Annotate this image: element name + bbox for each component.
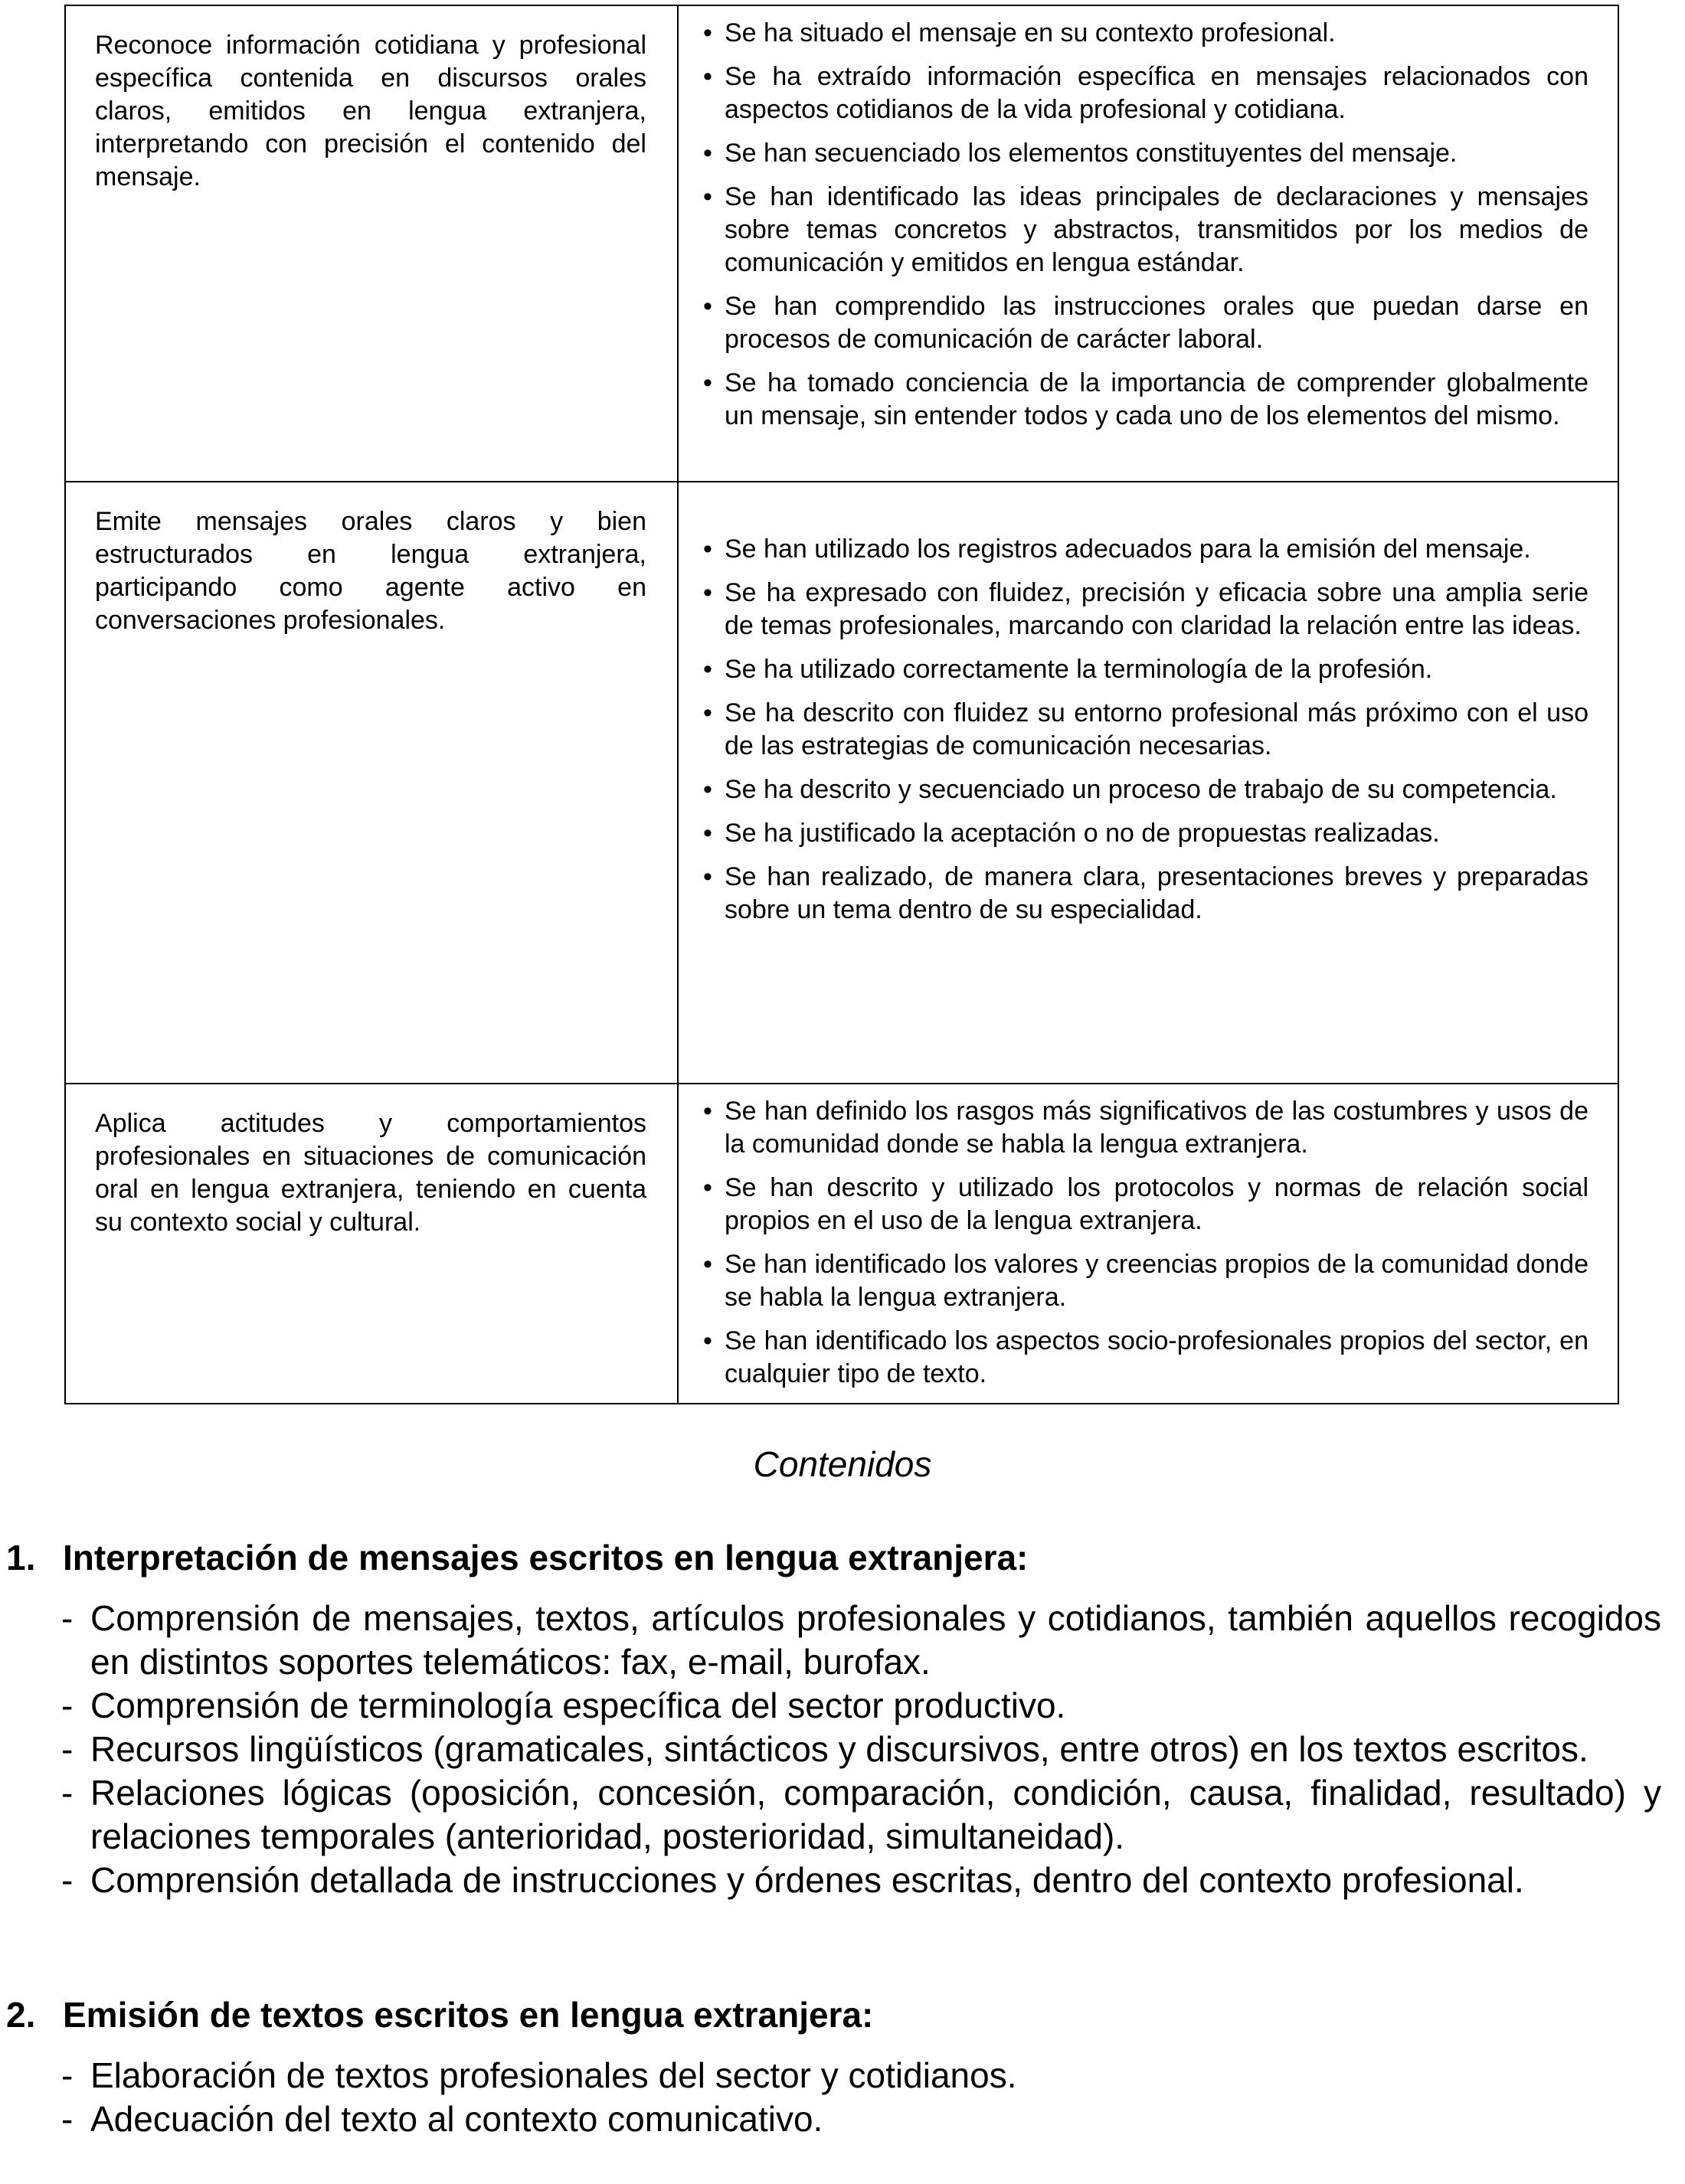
learning-result: Reconoce información cotidiana y profesional específica contenida en discursos orales claros, emitidos en lengua extranjera, interpretando con precisión el contenido del mensaje. (65, 5, 678, 482)
bullet-icon: • (703, 775, 712, 804)
content-item (0, 1728, 1661, 1771)
content-item (0, 2097, 1661, 2141)
content-text: Recursos lingüísticos (gramaticales, sintácticos y discursivos, entre otros) en los textos escritos. (90, 1729, 1588, 1769)
criterion-item (703, 290, 1588, 356)
criterion-text: Se ha extraído información específica en mensajes relacionados con aspectos cotidianos de la vida profesional y cotidiana. (725, 62, 1588, 124)
table-row (65, 1084, 1618, 1404)
content-section (0, 1536, 1661, 1902)
criterion-item (703, 137, 1588, 170)
dash-marker: - (61, 1598, 74, 1638)
criterion-item (703, 1172, 1588, 1237)
section-heading (0, 1536, 1661, 1580)
content-text: Comprensión de terminología específica del sector productivo. (90, 1685, 1066, 1725)
criterion-item (703, 367, 1588, 433)
criterion-item (703, 861, 1588, 927)
criterion-text: Se han secuenciado los elementos constituyentes del mensaje. (725, 139, 1458, 168)
criterion-text: Se han realizado, de manera clara, presentaciones breves y preparadas sobre un tema dentro de su especialidad. (725, 862, 1588, 924)
criterion-text: Se han identificado los valores y creencias propios de la comunidad donde se habla la lengua extranjera. (725, 1250, 1588, 1312)
criterion-text: Se ha tomado conciencia de la importancia de comprender globalmente un mensaje, sin entender todos y cada uno de los elementos del mismo. (725, 368, 1588, 430)
bullet-icon: • (703, 578, 712, 607)
criterion-text: Se ha descrito y secuenciado un proceso de trabajo de su competencia. (725, 775, 1557, 804)
criterion-text: Se ha descrito con fluidez su entorno profesional más próximo con el uso de las estrategias de comunicación necesarias. (725, 698, 1588, 760)
content-item (0, 1771, 1661, 1859)
table-row (65, 5, 1618, 482)
criterion-item (703, 17, 1588, 50)
bullet-icon: • (703, 862, 712, 891)
bullet-icon: • (703, 139, 712, 168)
bullet-icon: • (703, 292, 712, 321)
content-item (0, 1597, 1661, 1684)
criterion-text: Se han identificado las ideas principales de declaraciones y mensajes sobre temas concretos y abstractos, transmitidos por los medios de comunicación y emitidos en lengua estándar. (725, 182, 1588, 277)
criterion-text: Se ha justificado la aceptación o no de propuestas realizadas. (725, 819, 1440, 848)
criterion-item (703, 60, 1588, 126)
dash-marker: - (61, 1773, 74, 1813)
section-title: Emisión de textos escritos en lengua extranjera: (63, 1995, 874, 2035)
criterion-text: Se han descrito y utilizado los protocolos y normas de relación social propios en el uso de la lengua extranjera. (725, 1173, 1588, 1235)
bullet-icon: • (703, 62, 712, 91)
criterion-item (703, 577, 1588, 642)
bullet-icon: • (703, 1250, 712, 1279)
criterion-item (703, 1325, 1588, 1391)
criterion-item (703, 1248, 1588, 1314)
criterion-text: Se ha utilizado correctamente la terminología de la profesión. (725, 655, 1433, 684)
criteria-cell (678, 482, 1618, 1084)
criterion-item (703, 1095, 1588, 1161)
criterion-item (703, 181, 1588, 280)
bullet-icon: • (703, 182, 712, 211)
content-item (0, 1684, 1661, 1728)
criterion-item (703, 533, 1588, 566)
criterion-text: Se han utilizado los registros adecuados para la emisión del mensaje. (725, 535, 1531, 564)
bullet-icon: • (703, 698, 712, 727)
learning-result: Emite mensajes orales claros y bien estructurados en lengua extranjera, participando como agente activo en conversaciones profesionales. (65, 482, 678, 1084)
criteria-table (64, 5, 1619, 1404)
criterion-item (703, 653, 1588, 686)
content-text: Relaciones lógicas (oposición, concesión, comparación, condición, causa, finalidad, resultado) y relaciones temporales (anterioridad, posterioridad, simultaneidad). (90, 1773, 1661, 1856)
criterion-item (703, 697, 1588, 763)
bullet-icon: • (703, 819, 712, 848)
bullet-icon: • (703, 535, 712, 564)
contenidos-title: Contenidos (753, 1444, 932, 1484)
criterion-item (703, 773, 1588, 806)
section-title: Interpretación de mensajes escritos en lengua extranjera: (63, 1538, 1029, 1578)
bullet-icon: • (703, 1097, 712, 1126)
dash-marker: - (61, 1729, 74, 1769)
bullet-icon: • (703, 1326, 712, 1355)
content-text: Elaboración de textos profesionales del sector y cotidianos. (90, 2055, 1017, 2095)
criterion-text: Se ha expresado con fluidez, precisión y eficacia sobre una amplia serie de temas profesionales, marcando con claridad la relación entre las ideas. (725, 578, 1588, 640)
section-heading (0, 1993, 1661, 2037)
content-text: Comprensión detallada de instrucciones y órdenes escritas, dentro del contexto profesional. (90, 1860, 1524, 1900)
dash-marker: - (61, 2099, 74, 2139)
criteria-cell (678, 1084, 1618, 1404)
section-number: 2. (6, 1995, 36, 2035)
criterion-text: Se han identificado los aspectos socio-profesionales propios del sector, en cualquier tipo de texto. (725, 1326, 1588, 1388)
content-item (0, 1859, 1661, 1902)
bullet-icon: • (703, 655, 712, 684)
bullet-icon: • (703, 1173, 712, 1202)
table-row (65, 482, 1618, 1084)
criterion-text: Se ha situado el mensaje en su contexto profesional. (725, 18, 1336, 47)
content-section (0, 1993, 1661, 2141)
criteria-cell (678, 5, 1618, 482)
dash-marker: - (61, 1860, 74, 1900)
content-text: Adecuación del texto al contexto comunicativo. (90, 2099, 823, 2139)
content-item (0, 2054, 1661, 2097)
content-text: Comprensión de mensajes, textos, artículos profesionales y cotidianos, también aquellos recogidos en distintos soportes telemáticos: fax, e-mail, burofax. (90, 1598, 1661, 1682)
section-number: 1. (6, 1538, 36, 1578)
dash-marker: - (61, 1685, 74, 1725)
learning-result: Aplica actitudes y comportamientos profesionales en situaciones de comunicación oral en lengua extranjera, teniendo en cuenta su contexto social y cultural. (65, 1084, 678, 1404)
bullet-icon: • (703, 368, 712, 397)
criterion-item (703, 817, 1588, 850)
dash-marker: - (61, 2055, 74, 2095)
criterion-text: Se han definido los rasgos más significativos de las costumbres y usos de la comunidad donde se habla la lengua extranjera. (725, 1097, 1588, 1159)
criterion-text: Se han comprendido las instrucciones orales que puedan darse en procesos de comunicación de carácter laboral. (725, 292, 1588, 354)
bullet-icon: • (703, 18, 712, 47)
